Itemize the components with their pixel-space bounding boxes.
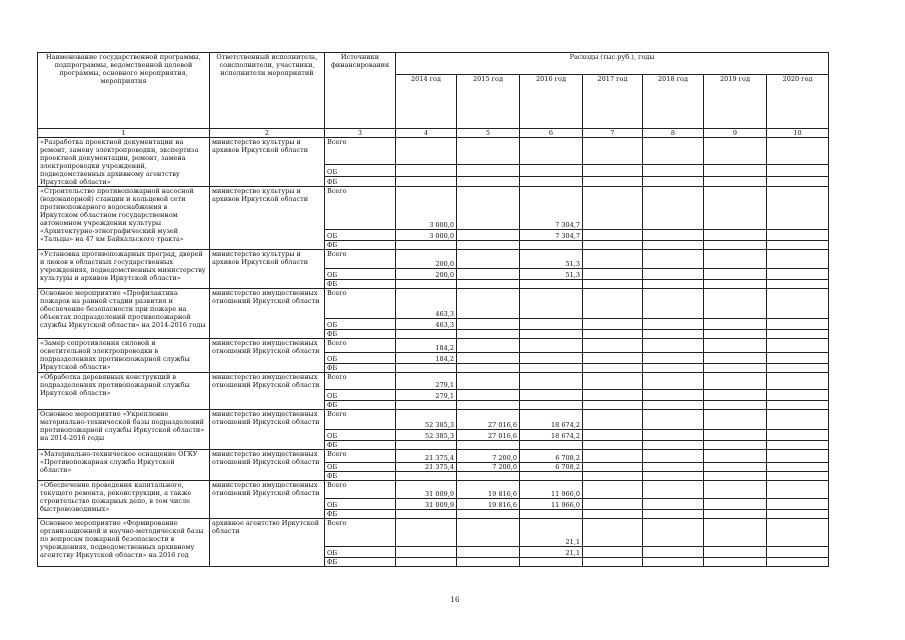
amount-cell [457, 250, 520, 269]
column-number: 4 [396, 129, 457, 138]
amount-cell [704, 441, 767, 450]
header-year: 2017 год [583, 75, 643, 129]
amount-cell: 21 375,4 [396, 463, 457, 472]
amount-cell [520, 289, 583, 319]
amount-cell [520, 164, 583, 176]
amount-cell [643, 401, 704, 410]
header-year: 2015 год [457, 75, 520, 129]
amount-cell [643, 499, 704, 510]
amount-cell [583, 401, 643, 410]
event-name-cell: Основное мероприятие «Профилактика пожаров на ранней стадии развития и обеспечение безопасности при пожаре на объектах подразделений противопожарной службы Иркутской области» на 2014-2016 годы [38, 289, 210, 339]
executor-cell: министерство имущественных отношений Иркутской области [210, 289, 325, 339]
amount-cell [767, 390, 829, 401]
amount-cell [767, 187, 829, 230]
amount-cell: 463,3 [396, 319, 457, 330]
funding-source-cell: ОБ [325, 230, 396, 241]
amount-cell [520, 472, 583, 481]
amount-cell: 27 016,6 [457, 430, 520, 441]
amount-cell [767, 164, 829, 176]
amount-cell [767, 441, 829, 450]
amount-cell [767, 138, 829, 165]
header-year: 2016 год [520, 75, 583, 129]
header-expenses: Расходы (тыс.руб.), годы [396, 53, 829, 75]
amount-cell [520, 364, 583, 373]
amount-cell [643, 269, 704, 280]
table-row [38, 450, 829, 463]
funding-source-cell: ОБ [325, 430, 396, 441]
amount-cell [704, 339, 767, 353]
amount-cell [520, 558, 583, 567]
amount-cell [767, 510, 829, 519]
amount-cell [704, 519, 767, 547]
amount-cell [520, 390, 583, 401]
amount-cell [583, 373, 643, 390]
event-name-cell: «Обеспечение проведения капитального, текущего ремонта, реконструкции, а также строительство пожарных депо, в том числе быстровозводимых» [38, 481, 210, 519]
amount-cell [643, 289, 704, 319]
amount-cell [583, 364, 643, 373]
amount-cell [704, 280, 767, 289]
funding-source-cell: ОБ [325, 164, 396, 176]
amount-cell [767, 519, 829, 547]
funding-source-cell: Всего [325, 138, 396, 165]
amount-cell: 18 674,2 [520, 410, 583, 430]
funding-source-cell: Всего [325, 450, 396, 463]
funding-source-cell: ОБ [325, 390, 396, 401]
amount-cell: 51,3 [520, 269, 583, 280]
header-year: 2019 год [704, 75, 767, 129]
amount-cell: 21 375,4 [396, 450, 457, 463]
funding-source-cell: ОБ [325, 269, 396, 280]
amount-cell [767, 280, 829, 289]
amount-cell [520, 373, 583, 390]
amount-cell [643, 241, 704, 250]
amount-cell [704, 430, 767, 441]
amount-cell [457, 187, 520, 230]
funding-source-cell: ОБ [325, 319, 396, 330]
amount-cell [583, 339, 643, 353]
event-name-cell: «Установка противопожарных преград, дверей и люков в областных государственных учреждениях, подведомственных министерству культуры и архивов Иркутской области» [38, 250, 210, 289]
amount-cell [704, 364, 767, 373]
amount-cell [520, 441, 583, 450]
funding-source-cell: ОБ [325, 547, 396, 558]
amount-cell [704, 176, 767, 186]
amount-cell [457, 319, 520, 330]
amount-cell [457, 472, 520, 481]
executor-cell: министерство культуры и архивов Иркутской области [210, 250, 325, 289]
funding-source-cell: ОБ [325, 463, 396, 472]
amount-cell: 52 385,3 [396, 410, 457, 430]
amount-cell [643, 138, 704, 165]
amount-cell [583, 519, 643, 547]
event-name-cell: «Замер сопротивления силовой и осветительной электропроводки в подразделениях противопожарной службы Иркутской области» [38, 339, 210, 373]
amount-cell [767, 339, 829, 353]
table-row [38, 138, 829, 165]
table-row [38, 250, 829, 269]
amount-cell [704, 138, 767, 165]
amount-cell [396, 176, 457, 186]
executor-cell: министерство имущественных отношений Иркутской области [210, 410, 325, 450]
amount-cell [643, 339, 704, 353]
amount-cell: 3 000,0 [396, 187, 457, 230]
amount-cell [457, 364, 520, 373]
amount-cell [457, 241, 520, 250]
amount-cell [704, 187, 767, 230]
amount-cell [520, 138, 583, 165]
amount-cell [583, 250, 643, 269]
amount-cell: 7 200,0 [457, 463, 520, 472]
funding-source-cell: ФБ [325, 472, 396, 481]
amount-cell [704, 547, 767, 558]
funding-source-cell: ОБ [325, 353, 396, 364]
amount-cell [583, 463, 643, 472]
amount-cell [396, 164, 457, 176]
amount-cell [396, 519, 457, 547]
funding-source-cell: ФБ [325, 510, 396, 519]
amount-cell [704, 401, 767, 410]
column-number: 7 [583, 129, 643, 138]
amount-cell [583, 481, 643, 499]
amount-cell [396, 401, 457, 410]
amount-cell [583, 330, 643, 339]
funding-source-cell: Всего [325, 250, 396, 269]
amount-cell [583, 472, 643, 481]
column-number: 10 [767, 129, 829, 138]
column-number: 2 [210, 129, 325, 138]
amount-cell [457, 289, 520, 319]
column-number: 1 [38, 129, 210, 138]
event-name-cell: «Разработка проектной документации на ремонт, замену электропроводки, экспертиза проектной документации, ремонт, замена электропроводки учреждений, подведомственных архивному агентству Иркутской области» [38, 138, 210, 187]
amount-cell: 31 009,9 [396, 499, 457, 510]
amount-cell: 18 674,2 [520, 430, 583, 441]
amount-cell: 21,1 [520, 519, 583, 547]
table-row [38, 410, 829, 430]
column-number: 8 [643, 129, 704, 138]
amount-cell [457, 519, 520, 547]
amount-cell: 11 966,0 [520, 481, 583, 499]
column-number: 3 [325, 129, 396, 138]
funding-source-cell: Всего [325, 373, 396, 390]
amount-cell [767, 230, 829, 241]
amount-cell [704, 269, 767, 280]
amount-cell [457, 280, 520, 289]
amount-cell [704, 164, 767, 176]
amount-cell [583, 390, 643, 401]
amount-cell [767, 410, 829, 430]
amount-cell [583, 410, 643, 430]
header-executor: Ответственный исполнитель, соисполнители, участники, исполнители мероприятий [210, 53, 325, 129]
funding-source-cell: ФБ [325, 364, 396, 373]
amount-cell [643, 410, 704, 430]
amount-cell [643, 481, 704, 499]
amount-cell [767, 353, 829, 364]
table-row [38, 519, 829, 547]
amount-cell [396, 280, 457, 289]
amount-cell [583, 280, 643, 289]
amount-cell [457, 138, 520, 165]
funding-source-cell: ФБ [325, 441, 396, 450]
funding-source-cell: ОБ [325, 499, 396, 510]
amount-cell [457, 230, 520, 241]
amount-cell [643, 519, 704, 547]
amount-cell [704, 353, 767, 364]
column-number: 6 [520, 129, 583, 138]
amount-cell [520, 510, 583, 519]
amount-cell [643, 280, 704, 289]
table-row [38, 481, 829, 499]
amount-cell [767, 430, 829, 441]
amount-cell [643, 187, 704, 230]
amount-cell [396, 138, 457, 165]
amount-cell: 21,1 [520, 547, 583, 558]
amount-cell [396, 558, 457, 567]
header-name: Наименование государственной программы, подпрограммы, ведомственной целевой программы, основного мероприятия, мероприятия [38, 53, 210, 129]
table-row [38, 373, 829, 390]
amount-cell [457, 164, 520, 176]
table-row [38, 339, 829, 353]
executor-cell: архивное агентство Иркутской области [210, 519, 325, 567]
header-year: 2014 год [396, 75, 457, 129]
amount-cell [767, 481, 829, 499]
amount-cell [583, 558, 643, 567]
amount-cell [520, 241, 583, 250]
amount-cell [643, 547, 704, 558]
amount-cell [643, 364, 704, 373]
amount-cell [704, 558, 767, 567]
amount-cell [583, 319, 643, 330]
column-number: 5 [457, 129, 520, 138]
amount-cell: 184,2 [396, 339, 457, 353]
amount-cell: 184,2 [396, 353, 457, 364]
amount-cell [704, 472, 767, 481]
amount-cell [643, 441, 704, 450]
funding-source-cell: ФБ [325, 241, 396, 250]
amount-cell [520, 176, 583, 186]
amount-cell [396, 330, 457, 339]
amount-cell [520, 280, 583, 289]
amount-cell [643, 558, 704, 567]
amount-cell [583, 430, 643, 441]
amount-cell [583, 138, 643, 165]
amount-cell [767, 499, 829, 510]
amount-cell: 463,3 [396, 289, 457, 319]
amount-cell [643, 353, 704, 364]
executor-cell: министерство имущественных отношений Иркутской области [210, 339, 325, 373]
page-number: 16 [450, 596, 460, 604]
amount-cell [704, 481, 767, 499]
amount-cell [457, 339, 520, 353]
amount-cell [583, 547, 643, 558]
amount-cell: 279,1 [396, 373, 457, 390]
amount-cell [457, 558, 520, 567]
amount-cell [583, 164, 643, 176]
amount-cell [767, 463, 829, 472]
amount-cell [396, 364, 457, 373]
amount-cell [643, 472, 704, 481]
amount-cell: 200,0 [396, 269, 457, 280]
amount-cell [520, 330, 583, 339]
amount-cell [767, 241, 829, 250]
amount-cell [767, 558, 829, 567]
amount-cell [767, 472, 829, 481]
amount-cell [396, 510, 457, 519]
amount-cell [396, 472, 457, 481]
column-number: 9 [704, 129, 767, 138]
amount-cell [457, 390, 520, 401]
amount-cell [643, 373, 704, 390]
amount-cell [704, 390, 767, 401]
amount-cell [643, 176, 704, 186]
amount-cell [704, 499, 767, 510]
amount-cell [643, 463, 704, 472]
amount-cell [520, 319, 583, 330]
amount-cell: 6 708,2 [520, 463, 583, 472]
amount-cell: 200,0 [396, 250, 457, 269]
funding-source-cell: Всего [325, 187, 396, 230]
table-row [38, 187, 829, 230]
event-name-cell: «Материально-техническое оснащение ОГКУ «Противопожарная служба Иркутской области» [38, 450, 210, 481]
amount-cell [767, 364, 829, 373]
funding-source-cell: ФБ [325, 558, 396, 567]
amount-cell [457, 441, 520, 450]
amount-cell [520, 339, 583, 353]
amount-cell [704, 410, 767, 430]
amount-cell [457, 510, 520, 519]
event-name-cell: «Строительство противопожарной насосной (водонапорной) станции и кольцевой сети противопожарного водоснабжения в Иркутском областном государственном автономном учреждении культуры «Архитектурно-этнографический музей «Тальцы» на 47 км Байкальского тракта» [38, 187, 210, 250]
amount-cell: 279,1 [396, 390, 457, 401]
amount-cell [704, 230, 767, 241]
amount-cell [643, 230, 704, 241]
funding-source-cell: ФБ [325, 280, 396, 289]
funding-source-cell: ФБ [325, 176, 396, 186]
amount-cell [767, 319, 829, 330]
amount-cell [457, 330, 520, 339]
amount-cell [520, 401, 583, 410]
amount-cell [583, 499, 643, 510]
amount-cell [704, 330, 767, 339]
amount-cell: 7 200,0 [457, 450, 520, 463]
amount-cell: 11 966,0 [520, 499, 583, 510]
amount-cell [583, 269, 643, 280]
amount-cell [643, 390, 704, 401]
amount-cell [643, 330, 704, 339]
amount-cell [767, 373, 829, 390]
funding-source-cell: Всего [325, 339, 396, 353]
executor-cell: министерство имущественных отношений Иркутской области [210, 373, 325, 410]
executor-cell: министерство культуры и архивов Иркутской области [210, 187, 325, 250]
amount-cell [457, 176, 520, 186]
amount-cell [767, 401, 829, 410]
amount-cell [767, 269, 829, 280]
funding-source-cell: Всего [325, 481, 396, 499]
funding-source-cell: Всего [325, 289, 396, 319]
executor-cell: министерство культуры и архивов Иркутской области [210, 138, 325, 187]
amount-cell: 31 009,9 [396, 481, 457, 499]
amount-cell [583, 510, 643, 519]
amount-cell [583, 450, 643, 463]
amount-cell [767, 289, 829, 319]
amount-cell: 3 000,0 [396, 230, 457, 241]
amount-cell [704, 241, 767, 250]
amount-cell [457, 269, 520, 280]
event-name-cell: «Обработка деревянных конструкций в подразделениях противопожарной службы Иркутской области» [38, 373, 210, 410]
amount-cell [643, 430, 704, 441]
amount-cell: 19 816,6 [457, 499, 520, 510]
funding-source-cell: ФБ [325, 330, 396, 339]
amount-cell: 7 304,7 [520, 187, 583, 230]
amount-cell [583, 187, 643, 230]
event-name-cell: Основное мероприятие «Формирование организационной и научно-методической базы по вопросам пожарной безопасности в учреждениях, подведомственных архивному агентству Иркутской области» на 2016 год [38, 519, 210, 567]
amount-cell [457, 547, 520, 558]
amount-cell [767, 330, 829, 339]
amount-cell [396, 441, 457, 450]
amount-cell [767, 176, 829, 186]
amount-cell: 52 385,3 [396, 430, 457, 441]
amount-cell [457, 401, 520, 410]
amount-cell [704, 250, 767, 269]
amount-cell [643, 164, 704, 176]
amount-cell [767, 250, 829, 269]
amount-cell [457, 353, 520, 364]
amount-cell [583, 176, 643, 186]
amount-cell [583, 230, 643, 241]
amount-cell [704, 450, 767, 463]
amount-cell [704, 289, 767, 319]
amount-cell: 27 016,6 [457, 410, 520, 430]
amount-cell [583, 353, 643, 364]
amount-cell [583, 241, 643, 250]
amount-cell [583, 289, 643, 319]
funding-source-cell: Всего [325, 410, 396, 430]
amount-cell [643, 250, 704, 269]
amount-cell [767, 547, 829, 558]
table-row [38, 289, 829, 319]
amount-cell [704, 319, 767, 330]
amount-cell: 7 304,7 [520, 230, 583, 241]
amount-cell [520, 353, 583, 364]
amount-cell [767, 450, 829, 463]
executor-cell: министерство имущественных отношений Иркутской области [210, 481, 325, 519]
amount-cell: 19 816,6 [457, 481, 520, 499]
header-source: Источники финансирования [325, 53, 396, 129]
amount-cell: 51,3 [520, 250, 583, 269]
budget-table [37, 52, 829, 567]
executor-cell: министерство имущественных отношений Иркутской области [210, 450, 325, 481]
funding-source-cell: ФБ [325, 401, 396, 410]
amount-cell [704, 373, 767, 390]
amount-cell [704, 463, 767, 472]
event-name-cell: Основное мероприятие «Укрепление материально-технической базы подразделений противопожарной службы Иркутской области» на 2014-2016 годы [38, 410, 210, 450]
amount-cell: 6 708,2 [520, 450, 583, 463]
amount-cell [457, 373, 520, 390]
amount-cell [643, 319, 704, 330]
amount-cell [583, 441, 643, 450]
amount-cell [396, 241, 457, 250]
header-year: 2020 год [767, 75, 829, 129]
amount-cell [396, 547, 457, 558]
header-year: 2018 год [643, 75, 704, 129]
amount-cell [643, 510, 704, 519]
amount-cell [704, 510, 767, 519]
amount-cell [643, 450, 704, 463]
funding-source-cell: Всего [325, 519, 396, 547]
